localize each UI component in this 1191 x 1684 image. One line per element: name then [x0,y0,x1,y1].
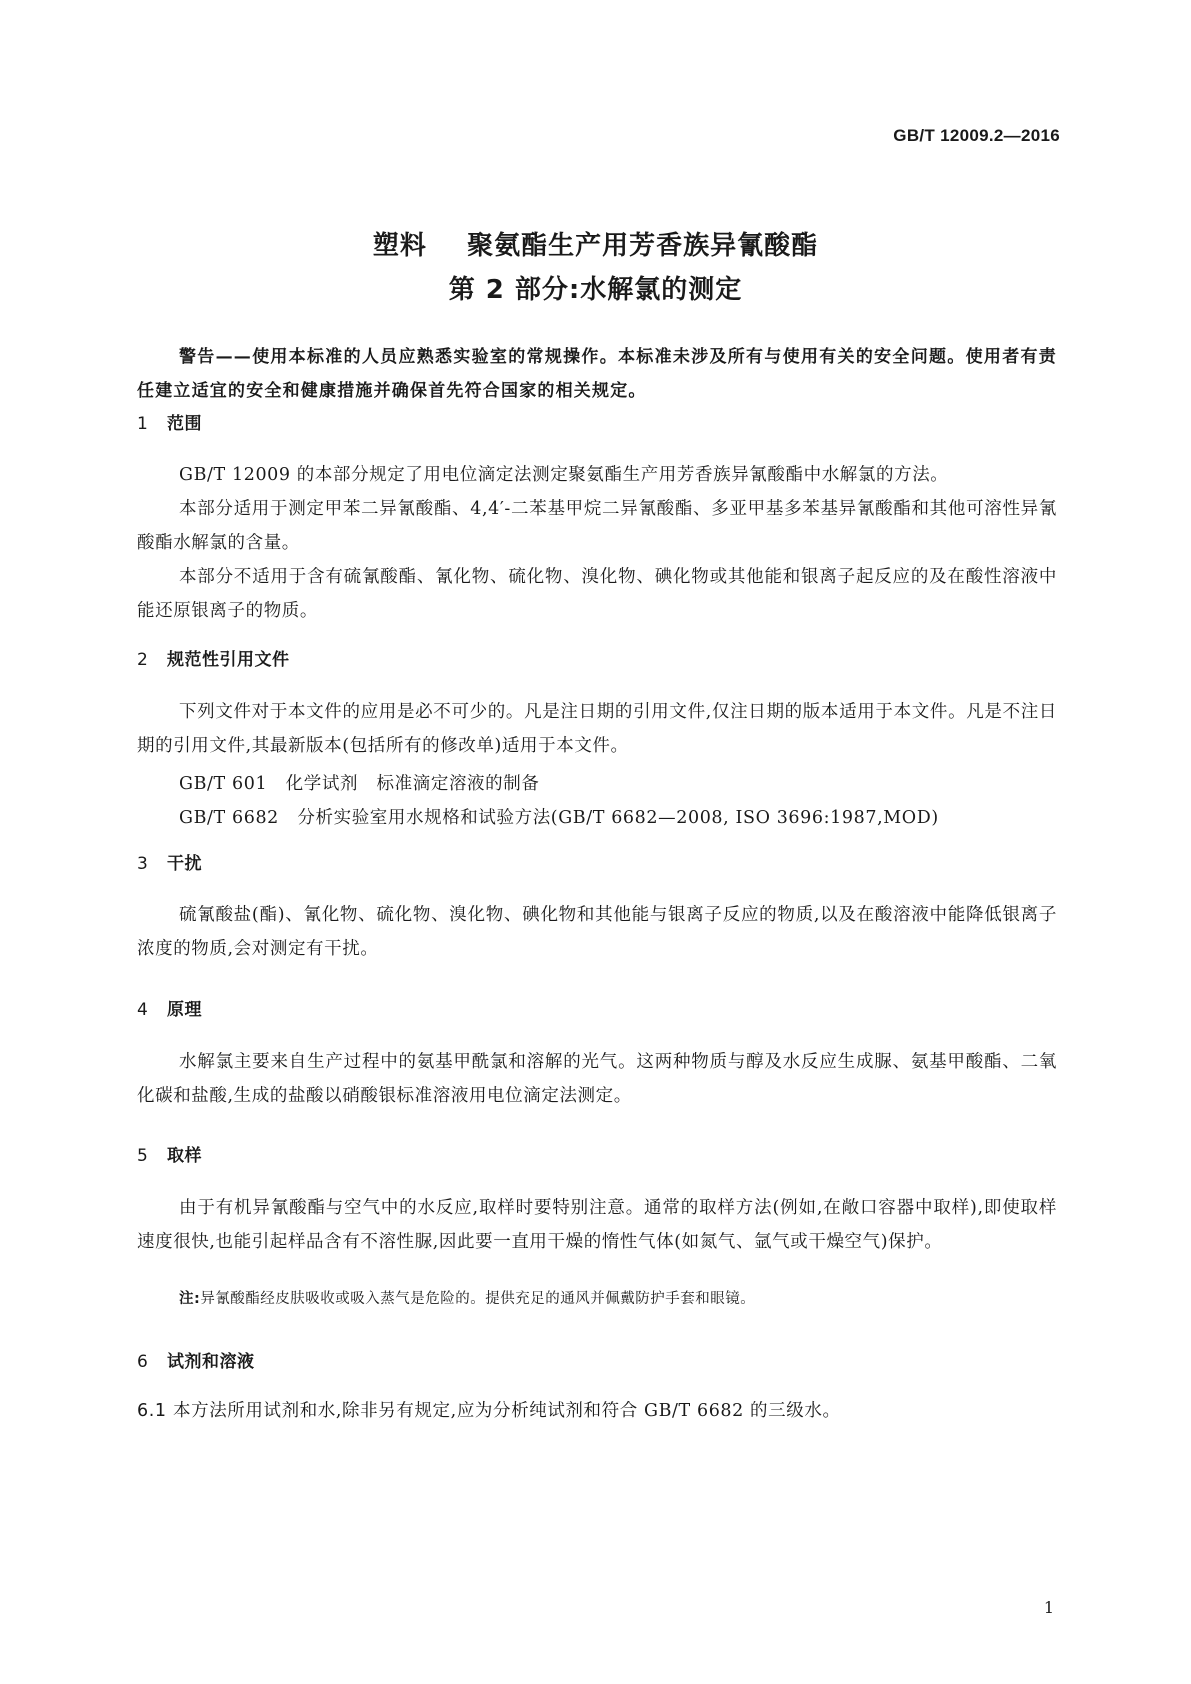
section-number: 1 [137,414,149,434]
section-title: 试剂和溶液 [167,1352,255,1372]
normative-reference-1: GB/T 601 化学试剂 标准滴定溶液的制备 [179,774,540,794]
section-title: 规范性引用文件 [167,650,290,670]
section-4-heading [137,995,202,1020]
safety-warning: 警告——使用本标准的人员应熟悉实验室的常规操作。本标准未涉及所有与使用有关的安全问题。使用者有责任建立适宜的安全和健康措施并确保首先符合国家的相关规定。 [137,347,1057,401]
section-number: 5 [137,1146,149,1166]
section-number: 4 [137,1000,149,1020]
section-title: 干扰 [167,854,202,874]
clause-6-1 [137,1397,841,1422]
section-number: 2 [137,650,149,670]
section-3-paragraph-1: 硫氰酸盐(酯)、氰化物、硫化物、溴化物、碘化物和其他能与银离子反应的物质,以及在酸溶液中能降低银离子浓度的物质,会对测定有干扰。 [137,905,1057,959]
section-1-paragraph-2: 本部分适用于测定甲苯二异氰酸酯、4,4′-二苯基甲烷二异氰酸酯、多亚甲基多苯基异氰酸酯和其他可溶性异氰酸酯水解氯的含量。 [137,499,1057,553]
section-title: 范围 [167,414,202,434]
section-1-paragraph-3: 本部分不适用于含有硫氰酸酯、氰化物、硫化物、溴化物、碘化物或其他能和银离子起反应的及在酸性溶液中能还原银离子的物质。 [137,567,1057,621]
note-label: 注: [179,1291,201,1307]
section-4-paragraph-1: 水解氯主要来自生产过程中的氨基甲酰氯和溶解的光气。这两种物质与醇及水反应生成脲、氨基甲酸酯、二氧化碳和盐酸,生成的盐酸以硝酸银标准溶液用电位滴定法测定。 [137,1052,1057,1106]
section-5-heading [137,1141,202,1166]
note-text: 异氰酸酯经皮肤吸收或吸入蒸气是危险的。提供充足的通风并佩戴防护手套和眼镜。 [200,1291,756,1307]
section-2-heading [137,645,290,670]
section-6-heading [137,1347,255,1372]
section-number: 3 [137,854,149,874]
document-title-line-1: 塑料 聚氨酯生产用芳香族异氰酸酯 [372,231,819,261]
section-title: 取样 [167,1146,202,1166]
clause-number: 6.1 [137,1401,167,1421]
section-5-note [179,1287,755,1308]
normative-reference-2: GB/T 6682 分析实验室用水规格和试验方法(GB/T 6682—2008, ISO 3696:1987,MOD) [179,808,939,828]
section-3-heading [137,849,202,874]
section-5-paragraph-1: 由于有机异氰酸酯与空气中的水反应,取样时要特别注意。通常的取样方法(例如,在敞口容器中取样),即使取样速度很快,也能引起样品含有不溶性脲,因此要一直用干燥的惰性气体(如氮气、氩气或干燥空气)保护。 [137,1198,1057,1252]
section-1-heading [137,409,202,434]
document-title-line-2: 第 2 部分:水解氯的测定 [448,275,743,305]
section-2-paragraph-1: 下列文件对于本文件的应用是必不可少的。凡是注日期的引用文件,仅注日期的版本适用于本文件。凡是不注日期的引用文件,其最新版本(包括所有的修改单)适用于本文件。 [137,702,1057,756]
standard-code: GB/T 12009.2—2016 [893,126,1060,145]
clause-text: 本方法所用试剂和水,除非另有规定,应为分析纯试剂和符合 GB/T 6682 的三级水。 [173,1401,841,1421]
section-1-paragraph-1: GB/T 12009 的本部分规定了用电位滴定法测定聚氨酯生产用芳香族异氰酸酯中水解氯的方法。 [179,465,949,485]
section-title: 原理 [167,1000,202,1020]
section-number: 6 [137,1352,149,1372]
page-number: 1 [1043,1598,1054,1617]
